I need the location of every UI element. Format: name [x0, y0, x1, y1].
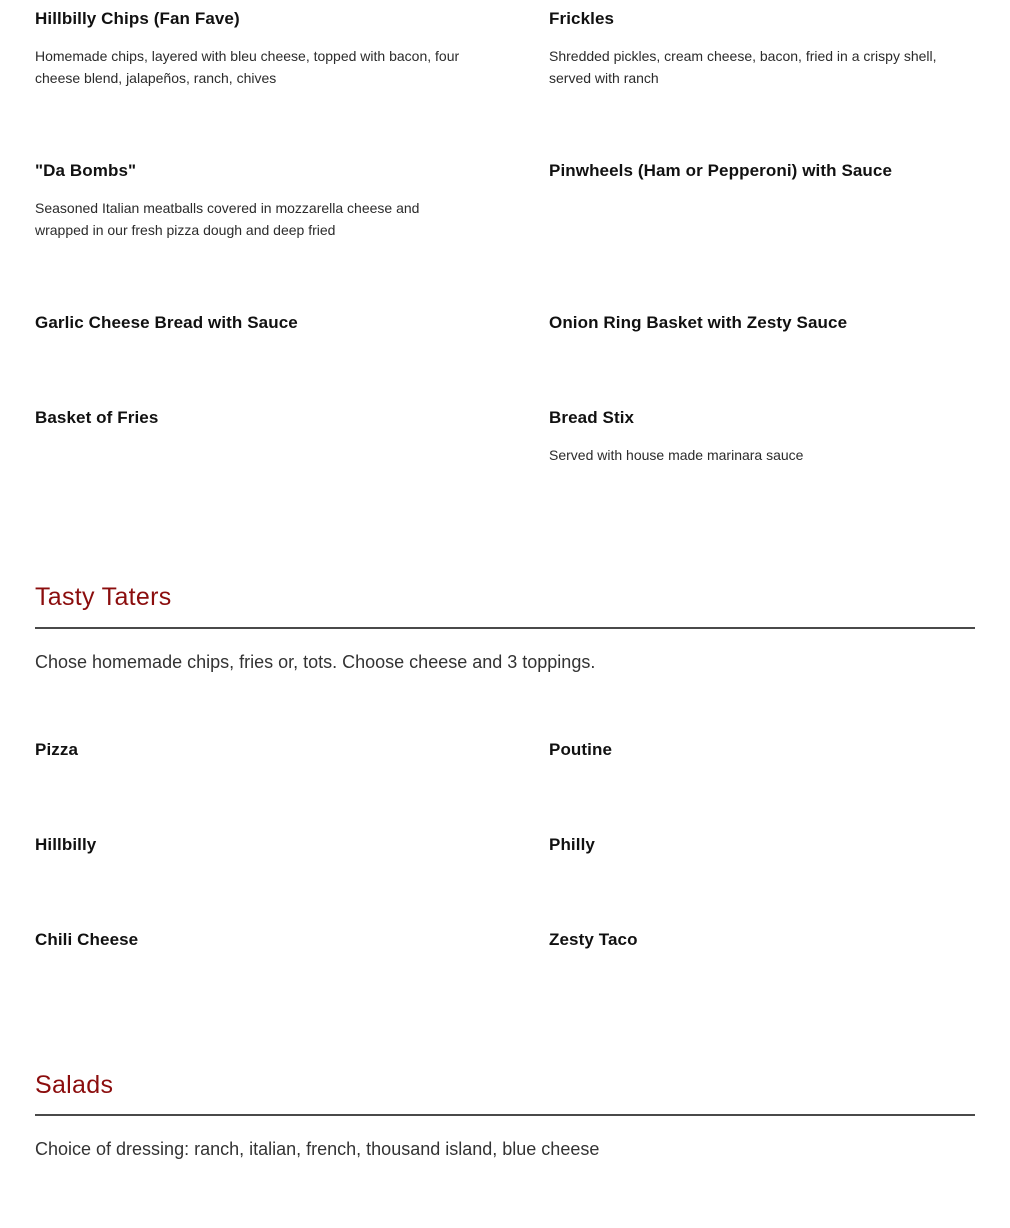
menu-item-name: Bread Stix: [549, 408, 635, 427]
menu-item-hillbilly: [35, 834, 465, 856]
section-title-tasty-taters: Tasty Taters: [35, 583, 172, 611]
menu-item-name: Frickles: [549, 9, 615, 28]
menu-item-description: Homemade chips, layered with bleu cheese, topped with bacon, four cheese blend, jalapeños, ranch, chives: [35, 48, 460, 86]
section-divider: [35, 627, 975, 629]
menu-item-description: Served with house made marinara sauce: [549, 447, 804, 463]
menu-item-name: Onion Ring Basket with Zesty Sauce: [549, 313, 848, 332]
menu-item-name: Pizza: [35, 740, 79, 759]
menu-item-name: Garlic Cheese Bread with Sauce: [35, 313, 298, 332]
section-note-tasty-taters: Chose homemade chips, fries or, tots. Choose cheese and 3 toppings.: [35, 652, 596, 672]
menu-item-pizza: [35, 739, 465, 761]
menu-item-name: Hillbilly: [35, 835, 97, 854]
menu-item-description: Seasoned Italian meatballs covered in mozzarella cheese and wrapped in our fresh pizza dough and deep fried: [35, 200, 420, 238]
menu-item-name: "Da Bombs": [35, 161, 137, 180]
menu-item-hillbilly-chips: [35, 8, 465, 89]
menu-item-name: Zesty Taco: [549, 930, 638, 949]
menu-item-pinwheels: [549, 160, 979, 182]
menu-item-basket-of-fries: [35, 407, 465, 429]
menu-item-da-bombs: [35, 160, 465, 241]
menu-item-garlic-cheese-bread: [35, 312, 465, 334]
menu-item-zesty-taco: [549, 929, 979, 951]
menu-item-name: Poutine: [549, 740, 613, 759]
menu-item-description: Shredded pickles, cream cheese, bacon, fried in a crispy shell, served with ranch: [549, 48, 937, 86]
menu-item-philly: [549, 834, 979, 856]
section-note-salads: Choice of dressing: ranch, italian, french, thousand island, blue cheese: [35, 1139, 600, 1159]
menu-item-poutine: [549, 739, 979, 761]
menu-item-name: Pinwheels (Ham or Pepperoni) with Sauce: [549, 161, 893, 180]
menu-item-chili-cheese: [35, 929, 465, 951]
menu-item-name: Chili Cheese: [35, 930, 139, 949]
menu-item-frickles: [549, 8, 979, 89]
menu-item-name: Hillbilly Chips (Fan Fave): [35, 9, 240, 28]
section-divider: [35, 1114, 975, 1116]
section-title-salads: Salads: [35, 1071, 114, 1099]
menu-item-onion-ring-basket: [549, 312, 979, 334]
menu-item-name: Philly: [549, 835, 595, 854]
menu-item-name: Basket of Fries: [35, 408, 159, 427]
menu-item-bread-stix: [549, 407, 979, 466]
